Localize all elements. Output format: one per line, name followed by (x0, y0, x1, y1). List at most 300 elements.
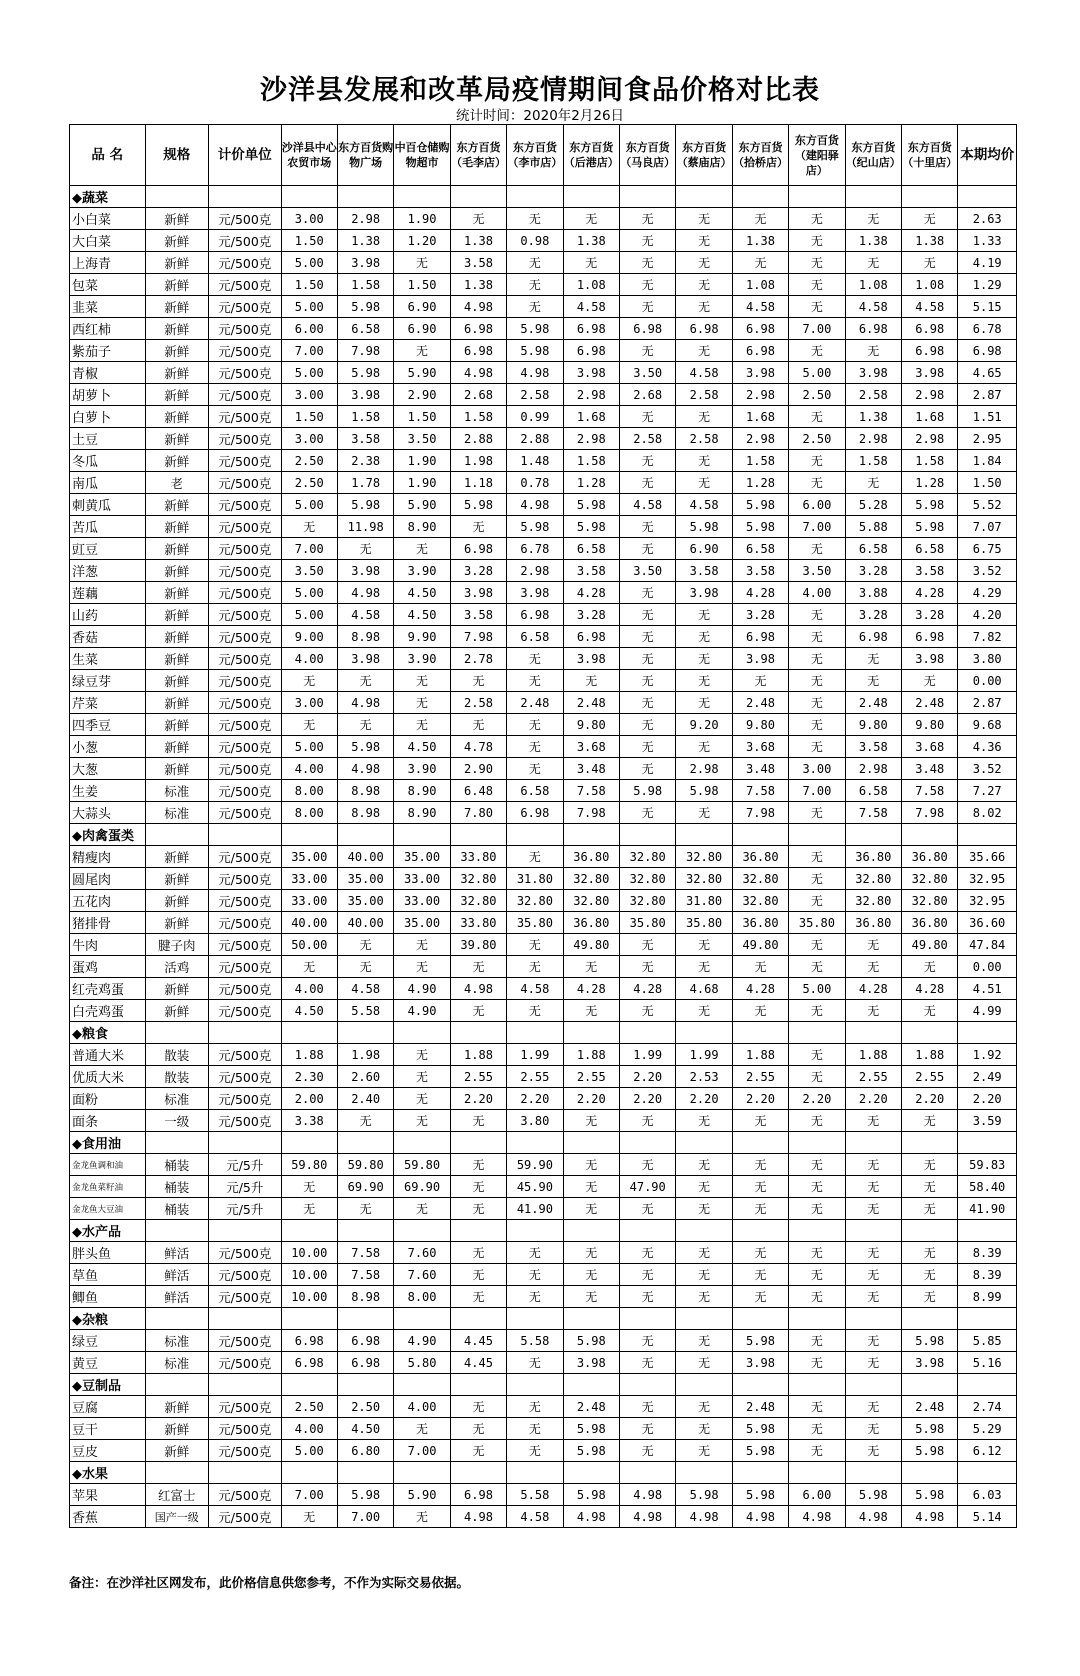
price-cell: 5.58 (507, 1330, 563, 1352)
item-name-cell: 猪排骨 (70, 912, 146, 934)
spec-cell: 国产一级 (145, 1506, 208, 1528)
price-cell: 6.58 (902, 538, 958, 560)
price-cell: 6.58 (507, 626, 563, 648)
price-cell: 无 (789, 1330, 845, 1352)
spec-cell: 新鲜 (145, 890, 208, 912)
price-cell: 2.58 (845, 384, 901, 406)
category-empty-cell (507, 1220, 563, 1242)
price-cell: 4.90 (394, 978, 450, 1000)
average-price-cell: 4.19 (958, 252, 1017, 274)
item-name-cell: 生菜 (70, 648, 146, 670)
price-cell: 4.98 (732, 1506, 788, 1528)
unit-cell: 元/500克 (209, 736, 282, 758)
table-row (70, 1242, 1017, 1264)
price-cell: 7.58 (337, 1242, 393, 1264)
price-cell: 无 (450, 516, 506, 538)
table-row (70, 1264, 1017, 1286)
average-price-cell: 8.39 (958, 1264, 1017, 1286)
average-price-cell: 4.29 (958, 582, 1017, 604)
price-cell: 3.80 (507, 1110, 563, 1132)
price-cell: 无 (563, 1242, 619, 1264)
header-market-lishi: 东方百货（李市店） (507, 125, 563, 186)
price-cell: 5.98 (563, 516, 619, 538)
price-cell: 无 (507, 208, 563, 230)
price-cell: 无 (619, 934, 675, 956)
category-label: ◆肉禽蛋类 (70, 824, 146, 846)
price-cell: 36.80 (563, 846, 619, 868)
unit-cell: 元/500克 (209, 1440, 282, 1462)
price-cell: 无 (450, 1242, 506, 1264)
price-cell: 36.80 (563, 912, 619, 934)
price-cell: 4.98 (450, 296, 506, 318)
price-cell: 5.98 (845, 1484, 901, 1506)
category-empty-cell (958, 1132, 1017, 1154)
price-cell: 35.00 (394, 912, 450, 934)
price-cell: 无 (507, 956, 563, 978)
category-empty-cell (281, 1022, 337, 1044)
price-cell: 8.00 (281, 802, 337, 824)
unit-cell: 元/500克 (209, 472, 282, 494)
price-cell: 3.58 (676, 560, 732, 582)
average-price-cell: 8.39 (958, 1242, 1017, 1264)
price-cell: 3.00 (281, 428, 337, 450)
price-cell: 6.98 (563, 318, 619, 340)
price-cell: 无 (619, 274, 675, 296)
price-cell: 无 (619, 582, 675, 604)
item-name-cell: 香菇 (70, 626, 146, 648)
average-price-cell: 5.14 (958, 1506, 1017, 1528)
price-cell: 33.00 (394, 890, 450, 912)
price-cell: 无 (619, 692, 675, 714)
price-cell: 无 (507, 252, 563, 274)
unit-cell: 元/500克 (209, 714, 282, 736)
category-empty-cell (337, 1132, 393, 1154)
unit-cell: 元/500克 (209, 252, 282, 274)
category-row (70, 1462, 1017, 1484)
price-cell: 1.08 (563, 274, 619, 296)
price-cell: 无 (676, 1352, 732, 1374)
price-cell: 36.80 (732, 912, 788, 934)
price-cell: 无 (450, 1176, 506, 1198)
price-cell: 2.48 (845, 692, 901, 714)
table-row (70, 1484, 1017, 1506)
price-cell: 2.68 (450, 384, 506, 406)
table-row (70, 912, 1017, 934)
category-empty-cell (450, 1308, 506, 1330)
spec-cell: 新鲜 (145, 450, 208, 472)
price-cell: 4.58 (619, 494, 675, 516)
average-price-cell: 2.95 (958, 428, 1017, 450)
spec-cell: 新鲜 (145, 648, 208, 670)
price-cell: 无 (732, 1110, 788, 1132)
price-cell: 5.00 (281, 494, 337, 516)
average-price-cell: 8.02 (958, 802, 1017, 824)
price-cell: 无 (619, 670, 675, 692)
unit-cell: 元/500克 (209, 362, 282, 384)
item-name-cell: 豆腐 (70, 1396, 146, 1418)
price-cell: 1.90 (394, 208, 450, 230)
price-cell: 无 (563, 1110, 619, 1132)
price-cell: 4.50 (394, 604, 450, 626)
price-cell: 无 (789, 1176, 845, 1198)
price-cell: 4.50 (394, 582, 450, 604)
category-empty-cell (209, 186, 282, 208)
price-cell: 1.38 (563, 230, 619, 252)
price-cell: 3.50 (619, 362, 675, 384)
price-cell: 7.58 (902, 780, 958, 802)
price-cell: 无 (676, 604, 732, 626)
price-cell: 1.88 (281, 1044, 337, 1066)
price-cell: 2.48 (563, 1396, 619, 1418)
item-name-cell: 优质大米 (70, 1066, 146, 1088)
price-cell: 无 (281, 1176, 337, 1198)
table-row (70, 1440, 1017, 1462)
category-empty-cell (145, 1022, 208, 1044)
price-cell: 3.98 (902, 648, 958, 670)
price-cell: 无 (563, 1154, 619, 1176)
price-cell: 2.55 (450, 1066, 506, 1088)
category-empty-cell (145, 1220, 208, 1242)
price-cell: 无 (619, 758, 675, 780)
price-cell: 无 (337, 934, 393, 956)
table-row (70, 1088, 1017, 1110)
category-empty-cell (676, 824, 732, 846)
price-cell: 无 (394, 692, 450, 714)
price-cell: 无 (507, 1000, 563, 1022)
price-cell: 无 (732, 1242, 788, 1264)
price-cell: 无 (789, 1110, 845, 1132)
price-cell: 无 (507, 1396, 563, 1418)
price-cell: 2.50 (281, 1396, 337, 1418)
price-cell: 5.98 (732, 516, 788, 538)
price-cell: 7.58 (563, 780, 619, 802)
price-cell: 6.98 (676, 318, 732, 340)
table-row (70, 1198, 1017, 1220)
average-price-cell: 2.63 (958, 208, 1017, 230)
category-empty-cell (281, 186, 337, 208)
category-empty-cell (563, 1462, 619, 1484)
unit-cell: 元/5升 (209, 1198, 282, 1220)
price-cell: 3.98 (450, 582, 506, 604)
price-cell: 无 (789, 1066, 845, 1088)
price-cell: 4.28 (563, 582, 619, 604)
item-name-cell: 洋葱 (70, 560, 146, 582)
price-cell: 1.78 (337, 472, 393, 494)
table-row (70, 208, 1017, 230)
price-cell: 6.98 (507, 604, 563, 626)
price-cell: 无 (450, 1110, 506, 1132)
unit-cell: 元/500克 (209, 560, 282, 582)
price-cell: 32.80 (676, 846, 732, 868)
price-cell: 3.98 (337, 252, 393, 274)
price-cell: 7.60 (394, 1242, 450, 1264)
price-cell: 4.00 (394, 1396, 450, 1418)
price-cell: 5.98 (902, 516, 958, 538)
item-name-cell: 牛肉 (70, 934, 146, 956)
spec-cell: 标准 (145, 780, 208, 802)
spec-cell: 桶装 (145, 1154, 208, 1176)
price-cell: 无 (676, 1440, 732, 1462)
price-cell: 45.90 (507, 1176, 563, 1198)
price-cell: 无 (732, 1198, 788, 1220)
price-cell: 无 (902, 208, 958, 230)
price-cell: 7.58 (337, 1264, 393, 1286)
price-cell: 2.48 (902, 1396, 958, 1418)
category-row (70, 1220, 1017, 1242)
spec-cell: 新鲜 (145, 1418, 208, 1440)
category-empty-cell (902, 1308, 958, 1330)
category-empty-cell (789, 1374, 845, 1396)
price-cell: 无 (845, 934, 901, 956)
price-cell: 无 (676, 626, 732, 648)
price-cell: 无 (676, 956, 732, 978)
price-cell: 4.98 (337, 692, 393, 714)
price-cell: 32.80 (902, 890, 958, 912)
price-cell: 49.80 (902, 934, 958, 956)
spec-cell: 新鲜 (145, 758, 208, 780)
price-cell: 无 (789, 802, 845, 824)
price-cell: 3.58 (563, 560, 619, 582)
price-cell: 2.00 (281, 1088, 337, 1110)
price-cell: 无 (789, 1000, 845, 1022)
spec-cell: 新鲜 (145, 296, 208, 318)
category-empty-cell (619, 1374, 675, 1396)
price-cell: 7.00 (281, 1484, 337, 1506)
unit-cell: 元/500克 (209, 868, 282, 890)
category-empty-cell (619, 1220, 675, 1242)
spec-cell: 新鲜 (145, 516, 208, 538)
price-cell: 11.98 (337, 516, 393, 538)
category-empty-cell (394, 1462, 450, 1484)
price-cell: 1.38 (732, 230, 788, 252)
average-price-cell: 4.99 (958, 1000, 1017, 1022)
price-cell: 2.50 (789, 428, 845, 450)
price-cell: 6.00 (281, 318, 337, 340)
item-name-cell: 南瓜 (70, 472, 146, 494)
price-cell: 49.80 (563, 934, 619, 956)
price-cell: 无 (281, 1506, 337, 1528)
price-cell: 2.58 (676, 384, 732, 406)
price-cell: 33.80 (450, 846, 506, 868)
unit-cell: 元/500克 (209, 1506, 282, 1528)
header-market-jishan: 东方百货（纪山店） (845, 125, 901, 186)
price-cell: 49.80 (732, 934, 788, 956)
price-cell: 2.20 (563, 1088, 619, 1110)
price-cell: 无 (507, 648, 563, 670)
item-name-cell: 韭菜 (70, 296, 146, 318)
unit-cell: 元/500克 (209, 538, 282, 560)
price-cell: 2.48 (732, 1396, 788, 1418)
price-cell: 5.90 (394, 494, 450, 516)
average-price-cell: 41.90 (958, 1198, 1017, 1220)
price-cell: 无 (563, 1264, 619, 1286)
category-empty-cell (732, 1462, 788, 1484)
price-cell: 7.98 (337, 340, 393, 362)
category-empty-cell (563, 1132, 619, 1154)
item-name-cell: 苹果 (70, 1484, 146, 1506)
category-empty-cell (450, 1022, 506, 1044)
price-cell: 1.58 (337, 274, 393, 296)
price-cell: 2.50 (789, 384, 845, 406)
price-cell: 1.88 (450, 1044, 506, 1066)
price-cell: 无 (902, 956, 958, 978)
spec-cell: 新鲜 (145, 846, 208, 868)
price-cell: 2.55 (507, 1066, 563, 1088)
price-cell: 无 (845, 252, 901, 274)
price-cell: 无 (394, 1066, 450, 1088)
price-cell: 1.99 (619, 1044, 675, 1066)
table-row (70, 868, 1017, 890)
price-cell: 6.98 (281, 1330, 337, 1352)
spec-cell: 新鲜 (145, 252, 208, 274)
spec-cell: 新鲜 (145, 1440, 208, 1462)
table-row (70, 692, 1017, 714)
price-cell: 5.98 (732, 1440, 788, 1462)
category-empty-cell (145, 186, 208, 208)
price-cell: 无 (563, 1286, 619, 1308)
table-row (70, 802, 1017, 824)
price-cell: 无 (619, 648, 675, 670)
price-cell: 无 (676, 670, 732, 692)
item-name-cell: 大葱 (70, 758, 146, 780)
price-cell: 2.58 (676, 428, 732, 450)
category-empty-cell (789, 186, 845, 208)
spec-cell: 新鲜 (145, 274, 208, 296)
price-cell: 2.20 (902, 1088, 958, 1110)
item-name-cell: 面粉 (70, 1088, 146, 1110)
unit-cell: 元/500克 (209, 296, 282, 318)
category-empty-cell (394, 1308, 450, 1330)
price-cell: 6.98 (450, 340, 506, 362)
price-cell: 5.58 (507, 1484, 563, 1506)
category-empty-cell (209, 1374, 282, 1396)
item-name-cell: 山药 (70, 604, 146, 626)
category-empty-cell (732, 1022, 788, 1044)
table-row (70, 1396, 1017, 1418)
price-cell: 3.90 (394, 758, 450, 780)
category-empty-cell (281, 1132, 337, 1154)
item-name-cell: 绿豆芽 (70, 670, 146, 692)
price-cell: 无 (845, 1264, 901, 1286)
average-price-cell: 6.98 (958, 340, 1017, 362)
price-cell: 无 (450, 1440, 506, 1462)
price-cell: 无 (676, 1286, 732, 1308)
price-cell: 2.20 (789, 1088, 845, 1110)
price-cell: 4.68 (676, 978, 732, 1000)
price-cell: 6.98 (563, 626, 619, 648)
price-cell: 无 (902, 1286, 958, 1308)
price-cell: 4.98 (845, 1506, 901, 1528)
price-cell: 无 (507, 736, 563, 758)
price-cell: 69.90 (337, 1176, 393, 1198)
unit-cell: 元/500克 (209, 1264, 282, 1286)
category-empty-cell (958, 1022, 1017, 1044)
average-price-cell: 36.60 (958, 912, 1017, 934)
table-row (70, 1418, 1017, 1440)
price-cell: 无 (845, 472, 901, 494)
average-price-cell: 5.52 (958, 494, 1017, 516)
category-empty-cell (563, 1022, 619, 1044)
price-cell: 6.98 (563, 340, 619, 362)
average-price-cell: 35.66 (958, 846, 1017, 868)
price-cell: 36.80 (732, 846, 788, 868)
category-row (70, 186, 1017, 208)
item-name-cell: 小白菜 (70, 208, 146, 230)
price-cell: 6.58 (563, 538, 619, 560)
price-cell: 5.98 (676, 780, 732, 802)
price-cell: 32.80 (619, 846, 675, 868)
price-cell: 4.28 (619, 978, 675, 1000)
spec-cell: 新鲜 (145, 362, 208, 384)
category-empty-cell (281, 1308, 337, 1330)
price-cell: 无 (676, 230, 732, 252)
price-cell: 1.58 (450, 406, 506, 428)
category-empty-cell (845, 1308, 901, 1330)
price-cell: 2.98 (902, 428, 958, 450)
spec-cell: 新鲜 (145, 384, 208, 406)
price-cell: 无 (619, 1264, 675, 1286)
price-cell: 1.98 (450, 450, 506, 472)
price-cell: 2.38 (337, 450, 393, 472)
price-cell: 32.80 (450, 890, 506, 912)
spec-cell: 腱子肉 (145, 934, 208, 956)
price-cell: 33.00 (281, 890, 337, 912)
price-cell: 2.20 (619, 1066, 675, 1088)
category-empty-cell (958, 186, 1017, 208)
category-empty-cell (507, 1462, 563, 1484)
unit-cell: 元/500克 (209, 384, 282, 406)
price-cell: 无 (619, 802, 675, 824)
price-cell: 3.98 (507, 582, 563, 604)
unit-cell: 元/500克 (209, 1330, 282, 1352)
price-cell: 6.78 (507, 538, 563, 560)
price-cell: 33.80 (450, 912, 506, 934)
price-cell: 无 (507, 1286, 563, 1308)
table-row (70, 516, 1017, 538)
price-cell: 无 (619, 1418, 675, 1440)
price-cell: 6.90 (394, 296, 450, 318)
price-cell: 6.98 (337, 1330, 393, 1352)
category-empty-cell (563, 1308, 619, 1330)
price-cell: 无 (619, 1352, 675, 1374)
price-cell: 41.90 (507, 1198, 563, 1220)
price-cell: 2.48 (507, 692, 563, 714)
average-price-cell: 7.07 (958, 516, 1017, 538)
category-empty-cell (902, 824, 958, 846)
table-row (70, 340, 1017, 362)
price-cell: 3.00 (281, 208, 337, 230)
category-empty-cell (281, 824, 337, 846)
table-row (70, 296, 1017, 318)
category-empty-cell (958, 1462, 1017, 1484)
price-cell: 1.68 (563, 406, 619, 428)
category-empty-cell (281, 1374, 337, 1396)
spec-cell: 老 (145, 472, 208, 494)
spec-cell: 新鲜 (145, 560, 208, 582)
price-cell: 2.98 (337, 208, 393, 230)
price-cell: 6.58 (845, 780, 901, 802)
price-cell: 无 (845, 956, 901, 978)
item-name-cell: 冬瓜 (70, 450, 146, 472)
price-cell: 无 (619, 1154, 675, 1176)
table-row (70, 978, 1017, 1000)
unit-cell: 元/500克 (209, 758, 282, 780)
category-empty-cell (732, 1308, 788, 1330)
price-cell: 40.00 (337, 846, 393, 868)
item-name-cell: 胖头鱼 (70, 1242, 146, 1264)
price-cell: 无 (394, 1044, 450, 1066)
price-cell: 5.98 (902, 1440, 958, 1462)
